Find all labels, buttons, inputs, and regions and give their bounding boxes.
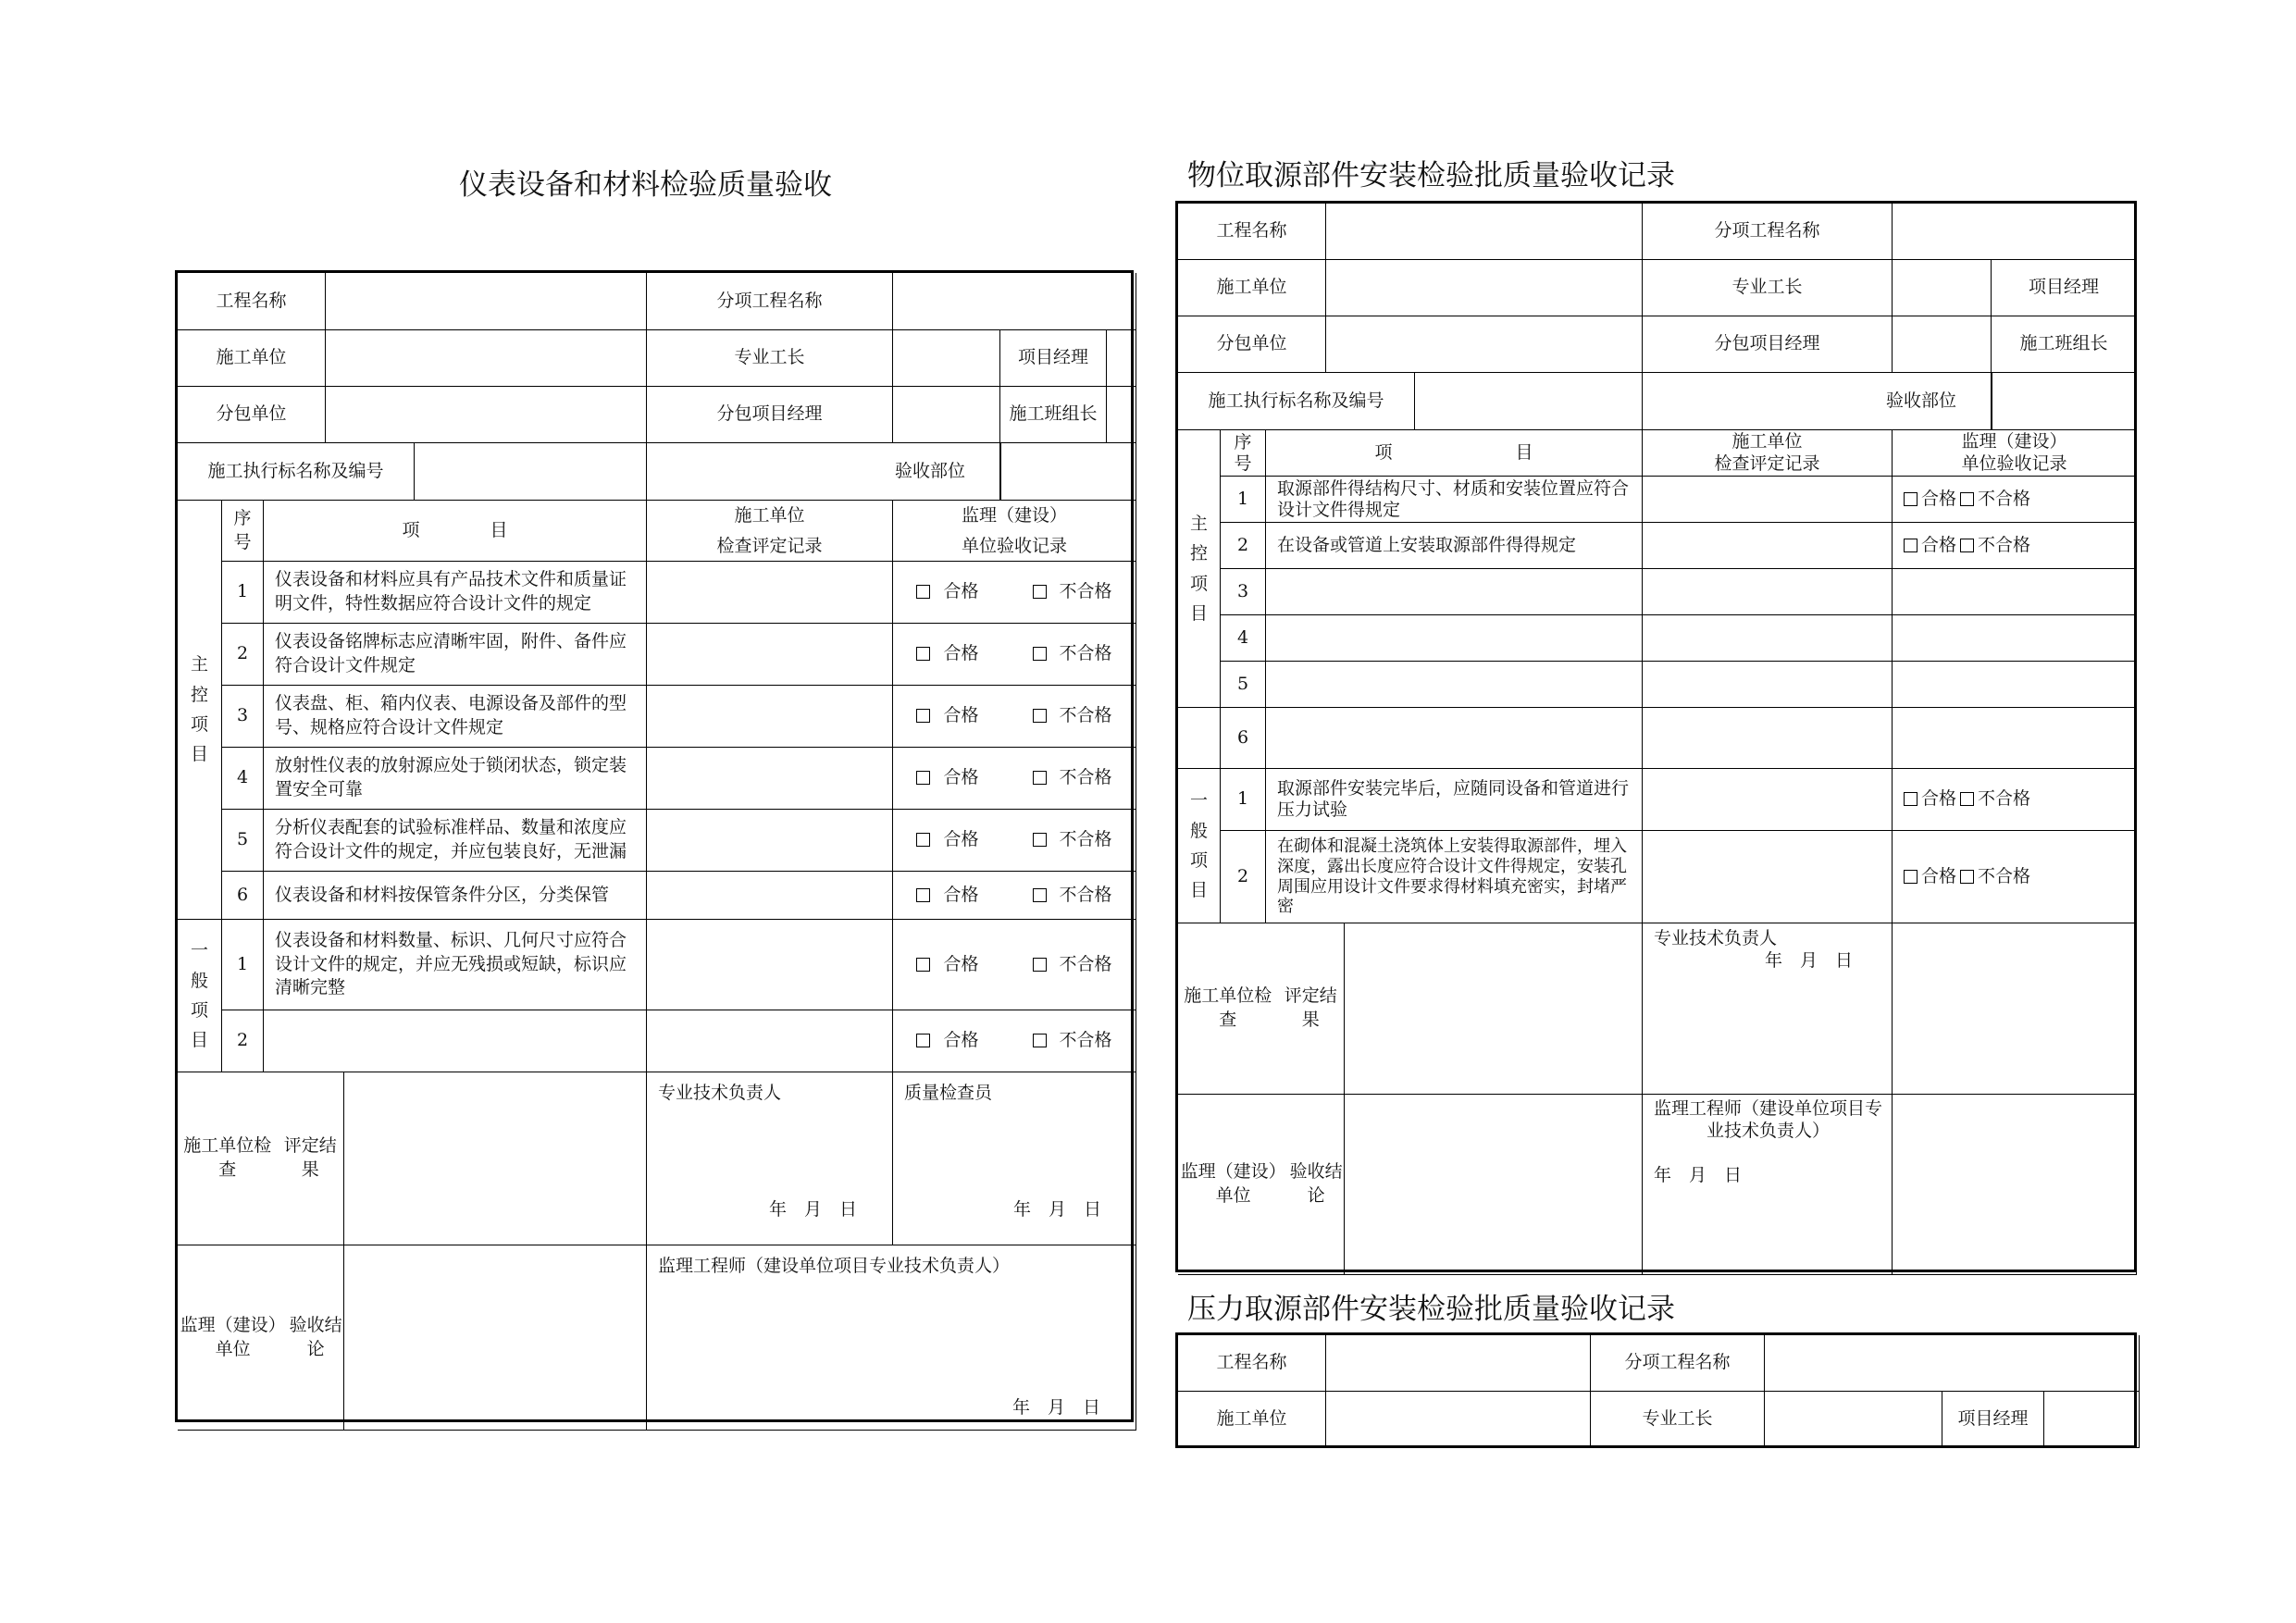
r1-header-row1 (1178, 204, 1643, 260)
pass-label: 合格 (1921, 488, 1957, 509)
fail-label: 不合格 (1059, 643, 1112, 664)
standard-label: 施工执行标名称及编号 (178, 443, 415, 500)
label-line: 施工单位检查 (183, 1135, 272, 1180)
r1-header-row3 (1178, 316, 1643, 373)
label-line: 监理（建设）单位 (180, 1314, 286, 1359)
fail-checkbox[interactable] (1033, 709, 1047, 723)
main-item-no: 6 (222, 872, 264, 920)
pass-checkbox[interactable] (916, 888, 930, 902)
general-item-record[interactable] (647, 920, 893, 1010)
fail-checkbox[interactable] (1033, 958, 1047, 972)
fail-label: 不合格 (1978, 788, 2031, 810)
header-line: 检查评定记录 (716, 535, 823, 556)
general-group-char: 一 (1189, 790, 1208, 812)
r1-header-row4 (1178, 373, 1643, 430)
left-header-row1-a (178, 273, 647, 330)
label-line: 评定结果 (1284, 985, 1337, 1030)
pass-checkbox[interactable] (1904, 539, 1917, 552)
general-item-text (264, 1010, 647, 1072)
supervisor-record-header (1893, 430, 2137, 477)
project-manager-label: 项目经理 (1000, 330, 1107, 386)
left-supervisor-cell (178, 1245, 647, 1431)
item-header: 项 目 (264, 501, 647, 562)
pass-checkbox[interactable] (916, 585, 930, 599)
supervisor-extra-cell[interactable] (1893, 1095, 2137, 1275)
general-item-result (893, 1010, 1136, 1072)
pass-label: 合格 (943, 884, 979, 905)
date-label: 年 月 日 (1012, 1397, 1101, 1419)
main-item-no: 6 (1221, 708, 1266, 769)
fail-checkbox[interactable] (1033, 771, 1047, 785)
general-group-char: 目 (190, 1030, 208, 1051)
main-item-no: 1 (222, 562, 264, 624)
general-group-char: 一 (190, 940, 208, 961)
main-item-no: 2 (222, 624, 264, 686)
date-label: 年 月 日 (1013, 1199, 1102, 1220)
main-group-char: 主 (1189, 513, 1208, 534)
main-item-text: 分析仪表配套的试验标准样品、数量和浓度应符合设计文件的规定，并应包装良好，无泄漏 (264, 810, 647, 872)
fail-checkbox[interactable] (1033, 647, 1047, 661)
seq-header (1221, 430, 1266, 477)
left-header-row3-a (178, 387, 647, 443)
r1-check-result (1178, 923, 1643, 1095)
location-label: 验收部位 (1885, 390, 1956, 411)
pass-checkbox[interactable] (1904, 870, 1917, 884)
date-label: 年 月 日 (769, 1199, 858, 1220)
main-group-char: 主 (190, 654, 208, 675)
r1-subproj (1643, 204, 1893, 260)
general-group-char: 项 (190, 1000, 208, 1021)
main-item-result (893, 686, 1136, 748)
main-item-record[interactable] (647, 624, 893, 686)
left-pm-cell (1000, 330, 1136, 387)
supervisor-engineer-label: 监理工程师（建设单位项目专业技术负责人） (658, 1256, 1011, 1276)
seq-char: 序 (1234, 431, 1252, 452)
sub-project-name-field[interactable] (893, 273, 1136, 330)
standard-label: 施工执行标名称及编号 (1178, 373, 1415, 429)
main-item-record[interactable] (647, 872, 893, 920)
general-item-result (893, 920, 1136, 1010)
main-item-no: 3 (1221, 569, 1266, 615)
general-item-no: 2 (222, 1010, 264, 1072)
tech-lead-sign-cell[interactable] (647, 1072, 893, 1245)
pass-label: 合格 (1921, 534, 1957, 555)
r1-header-row2 (1178, 260, 1643, 316)
pass-checkbox[interactable] (916, 958, 930, 972)
pass-label: 合格 (943, 767, 979, 788)
main-item-no: 2 (1221, 523, 1266, 569)
project-manager-label: 项目经理 (1942, 1392, 2044, 1447)
pass-checkbox[interactable] (916, 709, 930, 723)
main-item-result (893, 872, 1136, 920)
pass-checkbox[interactable] (916, 833, 930, 847)
main-item-text: 仪表设备和材料应具有产品技术文件和质量证明文件，特性数据应符合设计文件的规定 (264, 562, 647, 624)
tech-lead-label: 专业技术负责人 (658, 1083, 782, 1103)
project-manager-label: 项目经理 (1992, 260, 2137, 316)
supervisor-conclusion-label (1178, 1095, 1345, 1274)
main-item-record[interactable] (647, 686, 893, 748)
sub-project-name-label: 分项工程名称 (1714, 220, 1820, 242)
pass-label: 合格 (1921, 788, 1957, 810)
contractor-field[interactable] (1326, 1392, 1591, 1448)
pass-label: 合格 (943, 643, 979, 664)
general-group-char: 项 (1189, 850, 1208, 871)
fail-checkbox[interactable] (1960, 870, 1974, 884)
date-label: 年 月 日 (1765, 950, 1854, 971)
main-item-no: 4 (1221, 615, 1266, 662)
left-header-row2-a (178, 330, 647, 387)
main-group-char: 控 (190, 684, 208, 705)
main-group-char: 项 (190, 714, 208, 735)
fail-checkbox[interactable] (1960, 492, 1974, 506)
qc-sign-cell[interactable] (893, 1072, 1136, 1245)
general-item-record[interactable] (1643, 769, 1893, 831)
main-item-text (1266, 708, 1643, 769)
general-group-label (178, 920, 222, 1072)
seq-char: 号 (1234, 452, 1252, 474)
item-header: 项 目 (1266, 430, 1643, 477)
general-item-text: 仪表设备和材料数量、标识、几何尺寸应符合设计文件的规定，并应无残损或短缺，标识应清晰完整 (264, 920, 647, 1010)
main-item-result (893, 810, 1136, 872)
supervisor-engineer-label: 监理工程师（建设单位项目专业技术负责人） (1654, 1098, 1883, 1141)
sub-project-name-label: 分项工程名称 (647, 273, 893, 330)
foreman-label: 专业工长 (1643, 260, 1893, 316)
main-item-result (893, 562, 1136, 624)
left-header-row4-a (178, 443, 647, 501)
left-team-cell (1000, 387, 1136, 443)
general-item-record[interactable] (1643, 831, 1893, 923)
foreman-label: 专业工长 (1591, 1392, 1765, 1448)
subcontractor-label: 分包单位 (178, 387, 326, 442)
sub-project-name-label: 分项工程名称 (1591, 1335, 1765, 1392)
main-item-no: 5 (222, 810, 264, 872)
pass-label: 合格 (943, 705, 979, 726)
tech-lead-label: 专业技术负责人 (1654, 928, 1778, 948)
contractor-record-header (1643, 430, 1893, 477)
main-group-char: 目 (190, 744, 208, 765)
label-line: 评定结果 (283, 1135, 337, 1180)
main-item-record[interactable] (647, 748, 893, 810)
supervisor-record-header (893, 501, 1136, 562)
main-item-record[interactable] (1643, 615, 1893, 662)
pass-checkbox[interactable] (916, 1034, 930, 1047)
r2-pm (1942, 1392, 2140, 1448)
r1-supervisor (1178, 1095, 1643, 1275)
contractor-label: 施工单位 (1178, 1392, 1326, 1448)
sub-pm-field[interactable] (893, 387, 1000, 443)
main-item-text: 取源部件得结构尺寸、材质和安装位置应符合设计文件得规定 (1266, 477, 1643, 523)
sub-pm-label: 分包项目经理 (1643, 316, 1893, 373)
main-item-record[interactable] (1643, 523, 1893, 569)
general-item-no: 1 (222, 920, 264, 1010)
general-item-text: 在砌体和混凝土浇筑体上安装得取源部件，埋入深度，露出长度应符合设计文件得规定，安装孔周围应用设计文件要求得材料填充密实，封堵严密 (1266, 831, 1643, 923)
foreman-field[interactable] (1893, 260, 1992, 316)
general-item-result (1893, 831, 2137, 923)
header-line: 单位验收记录 (1961, 452, 2067, 474)
left-check-result-cell (178, 1072, 647, 1245)
project-name-label: 工程名称 (178, 273, 326, 329)
fail-checkbox[interactable] (1033, 888, 1047, 902)
main-item-no: 4 (222, 748, 264, 810)
left-location-cell (647, 443, 1000, 501)
label-line: 验收结论 (289, 1314, 342, 1359)
main-item-result[interactable] (1893, 708, 2137, 769)
general-group-char: 般 (1189, 820, 1208, 841)
main-group-label (178, 501, 222, 920)
main-item-text: 仪表盘、柜、箱内仪表、电源设备及部件的型号、规格应符合设计文件规定 (264, 686, 647, 748)
pass-checkbox[interactable] (916, 647, 930, 661)
label-line: 施工单位检查 (1184, 985, 1272, 1030)
sub-pm-label: 分包项目经理 (647, 387, 893, 443)
main-item-text: 仪表设备和材料按保管条件分区，分类保管 (264, 872, 647, 920)
main-item-result (1893, 477, 2137, 523)
fail-label: 不合格 (1978, 488, 2031, 509)
header-line: 检查评定记录 (1714, 452, 1820, 474)
fail-label: 不合格 (1059, 767, 1112, 788)
main-item-text (1266, 569, 1643, 615)
main-item-record[interactable] (647, 562, 893, 624)
left-form-table (175, 270, 1134, 1422)
left-form-title: 仪表设备和材料检验质量验收 (459, 168, 832, 202)
general-item-no: 1 (1221, 769, 1266, 831)
pass-label: 合格 (943, 581, 979, 602)
qc-label: 质量检查员 (904, 1083, 993, 1103)
main-group-label (1178, 430, 1221, 708)
main-group-char: 项 (1189, 573, 1208, 594)
main-group-char: 目 (1189, 602, 1208, 624)
main-item-record[interactable] (1643, 708, 1893, 769)
right-form-2-table (1175, 1332, 2137, 1448)
pass-label: 合格 (943, 953, 979, 974)
main-item-text: 在设备或管道上安装取源部件得得规定 (1266, 523, 1643, 569)
fail-label: 不合格 (1059, 1030, 1112, 1051)
main-item-result (893, 624, 1136, 686)
location-field[interactable] (1992, 373, 2137, 430)
contractor-label: 施工单位 (178, 330, 326, 386)
tech-lead-extra-cell[interactable] (1893, 923, 2137, 1095)
check-result-label (1178, 923, 1345, 1094)
location-label: 验收部位 (894, 460, 965, 481)
main-item-record[interactable] (647, 810, 893, 872)
right-form-1-title: 物位取源部件安装检验批质量验收记录 (1187, 159, 1675, 192)
fail-label: 不合格 (1978, 865, 2031, 886)
fail-checkbox[interactable] (1960, 539, 1974, 552)
team-leader-label: 施工班组长 (1000, 387, 1107, 442)
main-item-result (1893, 523, 2137, 569)
supervisor-sign-cell[interactable] (1643, 1095, 1893, 1275)
foreman-label: 专业工长 (647, 330, 893, 387)
right-form-2-title: 压力取源部件安装检验批质量验收记录 (1187, 1293, 1675, 1326)
project-name-label: 工程名称 (1178, 204, 1326, 259)
header-line: 单位验收记录 (961, 535, 1067, 556)
main-item-record[interactable] (1643, 569, 1893, 615)
main-item-text (1266, 615, 1643, 662)
location-field[interactable] (1000, 443, 1136, 501)
main-item-text: 仪表设备铭牌标志应清晰牢固，附件、备件应符合设计文件规定 (264, 624, 647, 686)
pass-label: 合格 (1921, 865, 1957, 886)
fail-label: 不合格 (1059, 953, 1112, 974)
team-leader-label: 施工班组长 (1992, 316, 2137, 373)
subcontractor-label: 分包单位 (1178, 316, 1326, 372)
supervisor-sign-cell[interactable] (647, 1245, 1136, 1431)
foreman-field[interactable] (893, 330, 1000, 387)
sub-project-name-field[interactable] (1765, 1335, 2140, 1392)
main-item-no: 5 (1221, 662, 1266, 708)
right-form-1-table (1175, 201, 2137, 1272)
project-name-field[interactable] (1326, 1335, 1591, 1392)
fail-label: 不合格 (1059, 829, 1112, 850)
label-line: 验收结论 (1289, 1161, 1343, 1206)
fail-label: 不合格 (1978, 534, 2031, 555)
label-line: 监理（建设）单位 (1180, 1161, 1286, 1206)
fail-label: 不合格 (1059, 705, 1112, 726)
header-line: 施工单位 (734, 505, 805, 527)
supervisor-conclusion-label (178, 1245, 344, 1430)
r1-location (1643, 373, 1992, 430)
seq-header: 序号 (222, 501, 264, 562)
sub-project-name-field[interactable] (1893, 204, 2137, 260)
main-item-result[interactable] (1893, 662, 2137, 708)
general-item-result (1893, 769, 2137, 831)
main-group-ext (1178, 708, 1221, 769)
general-group-label (1178, 769, 1221, 923)
header-line: 监理（建设） (1961, 430, 2067, 452)
general-group-char: 般 (190, 970, 208, 991)
main-item-no: 3 (222, 686, 264, 748)
check-result-label (178, 1072, 344, 1245)
fail-label: 不合格 (1059, 581, 1112, 602)
fail-checkbox[interactable] (1960, 792, 1974, 806)
main-group-char: 控 (1189, 543, 1208, 564)
pass-checkbox[interactable] (916, 771, 930, 785)
foreman-field[interactable] (1765, 1392, 1942, 1448)
fail-label: 不合格 (1059, 884, 1112, 905)
main-item-result[interactable] (1893, 615, 2137, 662)
general-item-no: 2 (1221, 831, 1266, 923)
fail-checkbox[interactable] (1033, 1034, 1047, 1047)
contractor-record-header (647, 501, 893, 562)
contractor-label: 施工单位 (1178, 260, 1326, 316)
sub-pm-field[interactable] (1893, 316, 1992, 373)
general-item-text: 取源部件安装完毕后，应随同设备和管道进行压力试验 (1266, 769, 1643, 831)
pass-label: 合格 (943, 1030, 979, 1051)
header-line: 施工单位 (1731, 430, 1803, 452)
header-line: 监理（建设） (961, 505, 1067, 527)
main-item-record[interactable] (1643, 662, 1893, 708)
project-name-label: 工程名称 (1178, 1335, 1326, 1392)
main-item-result[interactable] (1893, 569, 2137, 615)
main-item-result (893, 748, 1136, 810)
main-item-text (1266, 662, 1643, 708)
pass-checkbox[interactable] (1904, 792, 1917, 806)
date-label: 年 月 日 (1654, 1165, 1743, 1185)
pass-label: 合格 (943, 829, 979, 850)
tech-lead-sign-cell[interactable] (1643, 923, 1893, 1095)
fail-checkbox[interactable] (1033, 833, 1047, 847)
main-item-no: 1 (1221, 477, 1266, 523)
pass-checkbox[interactable] (1904, 492, 1917, 506)
general-item-record[interactable] (647, 1010, 893, 1072)
main-item-record[interactable] (1643, 477, 1893, 523)
general-group-char: 目 (1189, 880, 1208, 901)
main-item-text: 放射性仪表的放射源应处于锁闭状态，锁定装置安全可靠 (264, 748, 647, 810)
fail-checkbox[interactable] (1033, 585, 1047, 599)
